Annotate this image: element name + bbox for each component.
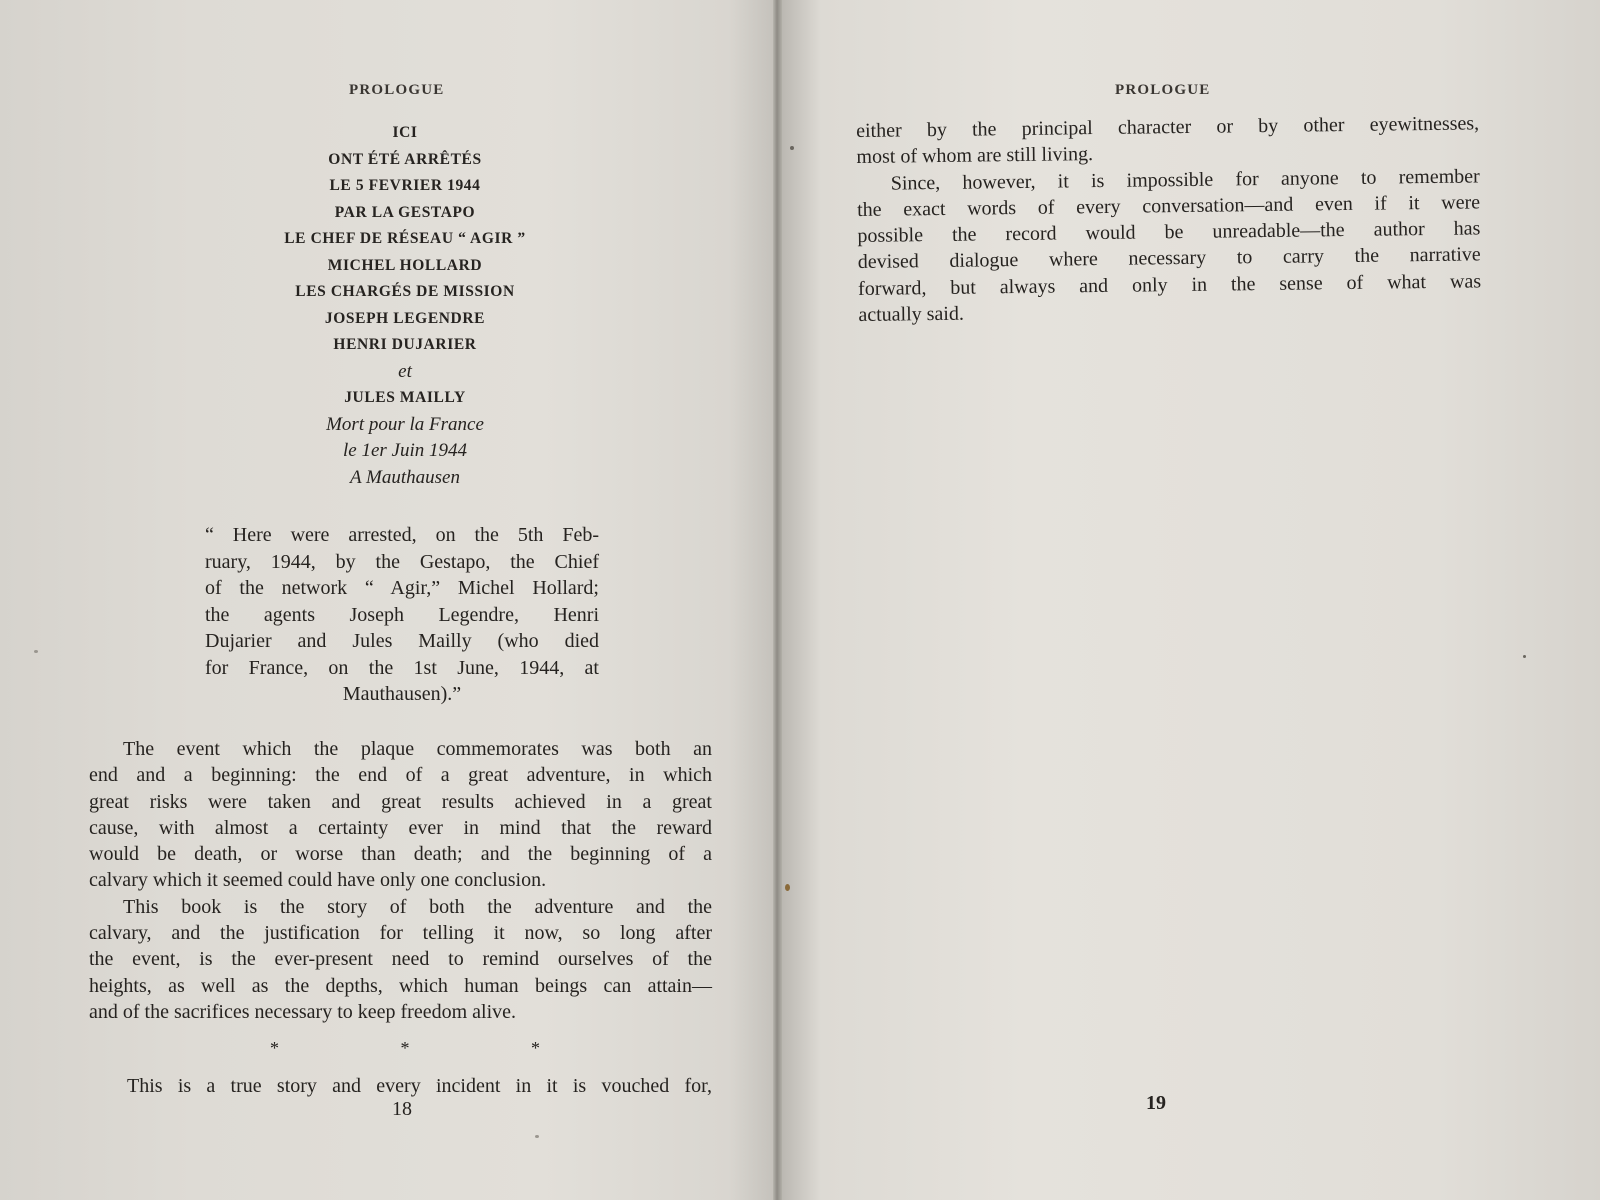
body-line: This book is the story of both the adventure and the — [123, 895, 712, 918]
left-body-text — [89, 736, 712, 1025]
left-final-line: This is a true story and every incident in it is vouched for, — [127, 1075, 712, 1097]
plaque-line: PAR LA GESTAPO — [334, 203, 476, 221]
plaque-line: ONT ÉTÉ ARRÊTÉS — [328, 150, 482, 168]
plaque-line: le 1er Juin 1944 — [342, 440, 467, 461]
plaque-line: JOSEPH LEGENDRE — [324, 309, 486, 327]
left-running-head: PROLOGUE — [349, 82, 445, 98]
left-page-number: 18 — [392, 1098, 412, 1120]
body-line: most of whom are still living. — [856, 143, 1094, 169]
paper-speck — [34, 650, 38, 653]
plaque-line: A Mauthausen — [350, 466, 460, 488]
body-line: great risks were taken and great results achieved in a great — [89, 790, 712, 813]
body-line: end and a beginning: the end of a great adventure, in which — [89, 764, 712, 787]
body-line: The event which the plaque commemorates was both an — [123, 738, 712, 760]
body-line: either by the principal character or by other eyewitnesses, — [856, 112, 1480, 142]
asterisk: * — [531, 1038, 540, 1058]
plaque-line: LE CHEF DE RÉSEAU “ AGIR ” — [284, 230, 526, 247]
body-line: Since, however, it is impossible for anyone to remember — [890, 164, 1480, 195]
right-running-head: PROLOGUE — [1115, 82, 1211, 98]
section-break — [270, 1038, 540, 1059]
right-page-number: 19 — [1146, 1092, 1166, 1114]
body-line: actually said. — [858, 302, 965, 327]
translation-line: ruary, 1944, by the Gestapo, the Chief — [205, 550, 599, 573]
body-line: the exact words of every conversation—and even if it were — [856, 191, 1481, 221]
body-line: and of the sacrifices necessary to keep freedom alive. — [89, 1000, 517, 1023]
translation-line: Mauthausen).” — [342, 683, 462, 705]
paper-speck — [790, 146, 794, 150]
translation-line: of the network “ Agir,” Michel Hollard; — [205, 577, 599, 599]
body-line: would be death, or worse than death; and the beginning of a — [89, 843, 712, 866]
right-body-text — [856, 110, 1482, 328]
translation-line: the agents Joseph Legendre, Henri — [205, 603, 599, 626]
asterisk: * — [270, 1038, 279, 1058]
translation-line: “ Here were arrested, on the 5th Feb- — [205, 524, 599, 546]
translation-line: Dujarier and Jules Mailly (who died — [205, 630, 599, 652]
body-line: the event, is the ever-present need to remind ourselves of the — [89, 948, 712, 971]
body-line: calvary which it seemed could have only one conclusion. — [89, 869, 547, 892]
body-line: possible the record would be unreadable—the author has — [857, 217, 1481, 248]
asterisk: * — [400, 1038, 410, 1058]
plaque-translation — [205, 522, 599, 708]
body-line: devised dialogue where necessary to carry the narrative — [857, 243, 1481, 274]
paper-speck — [1523, 655, 1526, 658]
body-line: heights, as well as the depths, which human beings can attain— — [89, 974, 712, 997]
plaque-line: MICHEL HOLLARD — [327, 256, 483, 274]
plaque-line: ICI — [392, 124, 418, 141]
paper-speck — [535, 1135, 539, 1138]
translation-line: for France, on the 1st June, 1944, at — [205, 656, 599, 679]
body-line: cause, with almost a certainty ever in mind that the reward — [89, 816, 712, 839]
plaque-line: Mort pour la France — [326, 413, 484, 435]
plaque-line: LE 5 FEVRIER 1944 — [329, 177, 481, 194]
plaque-line: et — [398, 360, 412, 382]
plaque-line: LES CHARGÉS DE MISSION — [295, 283, 515, 300]
plaque-line: HENRI DUJARIER — [333, 336, 477, 353]
plaque-line: JULES MAILLY — [344, 389, 466, 406]
body-line: calvary, and the justification for telling it now, so long after — [89, 922, 712, 945]
body-line: forward, but always and only in the sense of what was — [857, 270, 1482, 300]
plaque-inscription — [220, 120, 590, 491]
book-gutter — [773, 0, 782, 1200]
paper-speck — [785, 884, 790, 891]
